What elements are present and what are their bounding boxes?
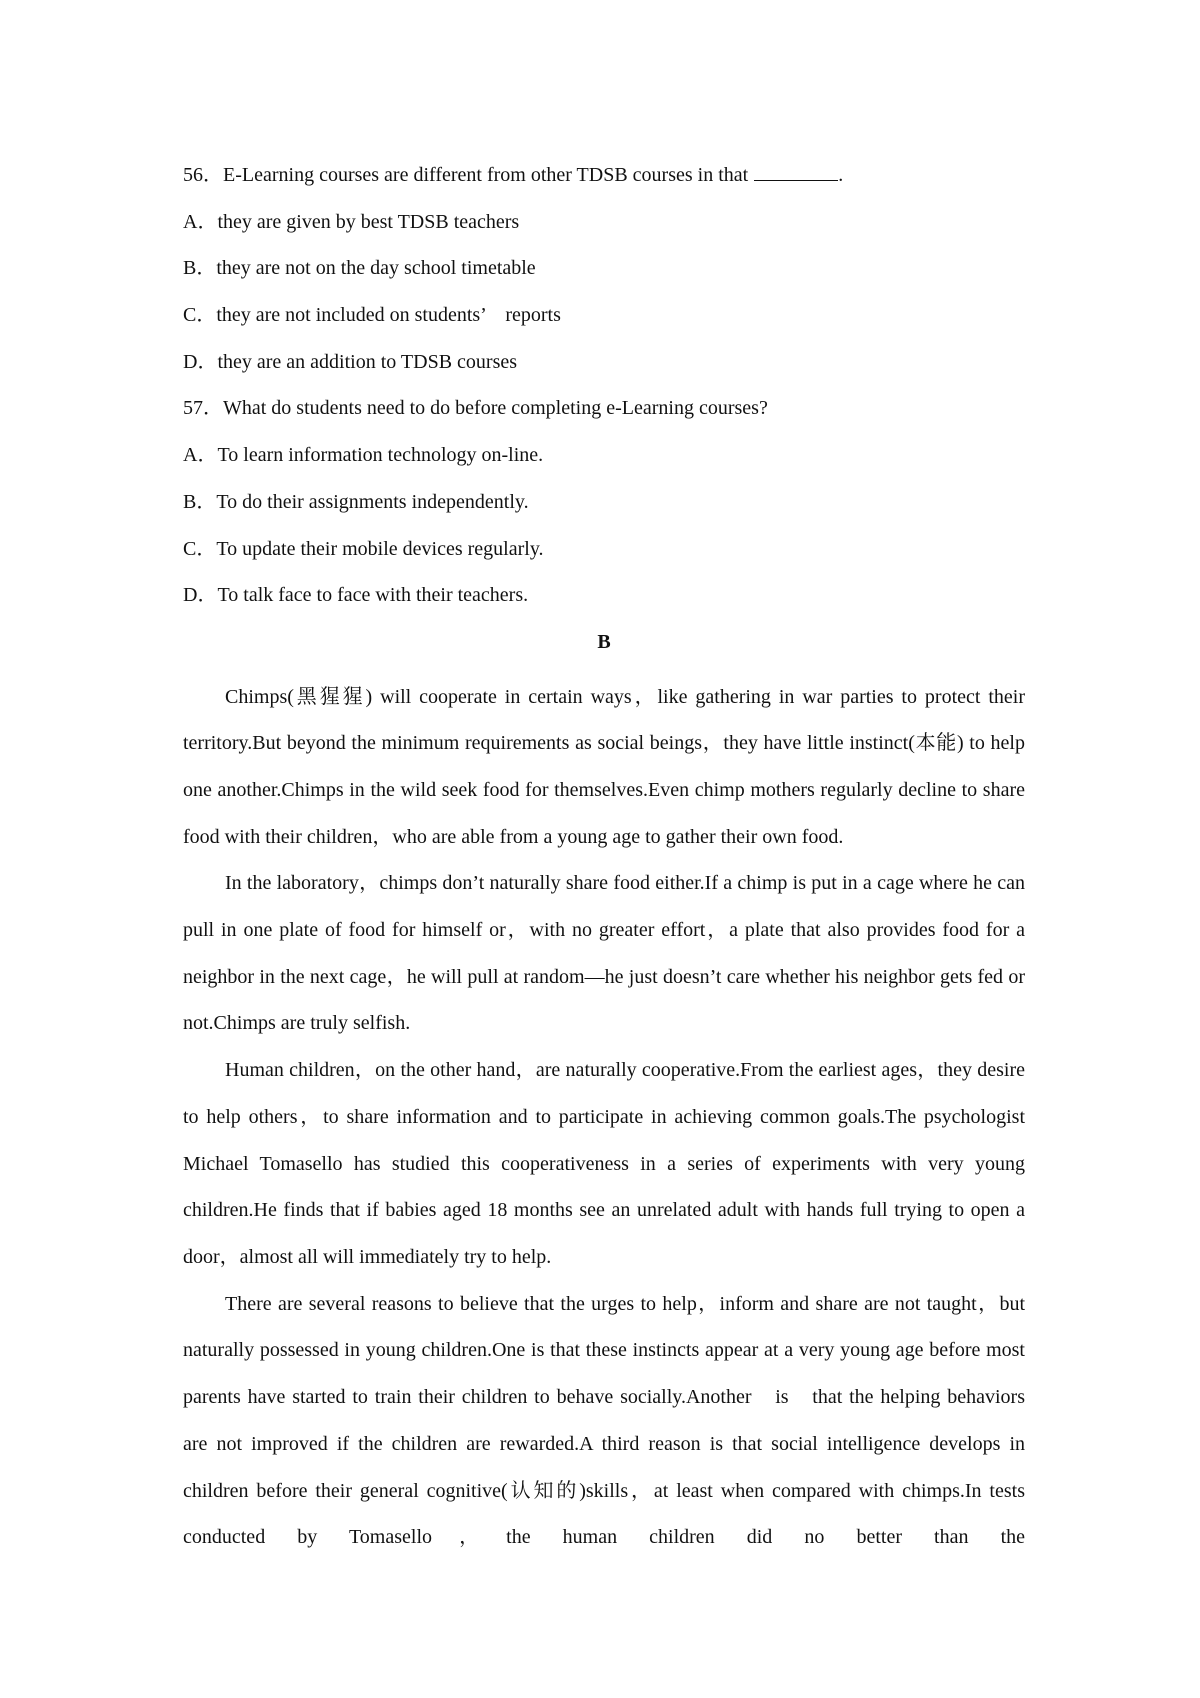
passage-paragraph-2: In the laboratory，chimps don’t naturally share food either.If a chimp is put in a cage where he can pull in one plate of food for himself or，with no greater effort，a plate that also provides food for a neighbor in the next cage，he will pull at random—he just doesn’t care whether his neighbor gets fed or not.Chimps are truly selfish. — [183, 872, 1025, 1035]
option-57-d: D．To talk face to face with their teachers. — [183, 584, 529, 607]
passage-paragraph-3: Human children，on the other hand，are naturally cooperative.From the earliest ages，they desire to help others，to share information and to participate in achieving common goals.The psychologist Michael Tomasello has studied this cooperativeness in a series of experiments with very young children.He finds that if babies aged 18 months see an unrelated adult with hands full trying to open a door，almost all will immediately try to help. — [183, 1059, 1025, 1268]
question-text: What do students need to do before completing e-Learning courses? — [223, 397, 768, 420]
question-56-stem — [183, 160, 1025, 207]
option-56-c: C．they are not included on students’ reports — [183, 304, 561, 327]
question-number: 56． — [183, 164, 223, 186]
section-heading: B — [597, 630, 611, 653]
question-57-stem — [183, 393, 1025, 440]
passage-paragraph-4: There are several reasons to believe that the urges to help，inform and share are not taught，but naturally possessed in young children.One is that these instincts appear at a very young age before most parents have started to train their children to behave socially.Another is that the helping behaviors are not improved if the children are rewarded.A third reason is that social intelligence develops in children before their general cognitive(认知的)skills，at least when compared with chimps.In tests conducted by Tomasello，the human children did no better than the — [183, 1292, 1050, 1549]
question-text: E-Learning courses are different from other TDSB courses in that — [223, 164, 749, 186]
question-end-punctuation: . — [838, 164, 844, 186]
option-56-a: A．they are given by best TDSB teachers — [183, 210, 520, 233]
option-56-d: D．they are an addition to TDSB courses — [183, 350, 518, 373]
question-number: 57． — [183, 397, 223, 420]
option-56-b: B．they are not on the day school timetable — [183, 257, 536, 280]
reading-passage — [183, 674, 1050, 1561]
passage-paragraph-1: Chimps(黑猩猩) will cooperate in certain ways，like gathering in war parties to protect their territory.But beyond the minimum requirements as social beings，they have little instinct(本能) to help one another.Chimps in the wild seek food for themselves.Even chimp mothers regularly decline to share food with their children，who are able from a young age to gather their own food. — [183, 685, 1025, 848]
answer-blank — [754, 164, 838, 181]
page-content — [183, 160, 1050, 1561]
option-57-b: B．To do their assignments independently. — [183, 490, 529, 513]
option-57-a: A．To learn information technology on-line. — [183, 444, 544, 467]
option-57-c: C．To update their mobile devices regularly. — [183, 537, 544, 560]
